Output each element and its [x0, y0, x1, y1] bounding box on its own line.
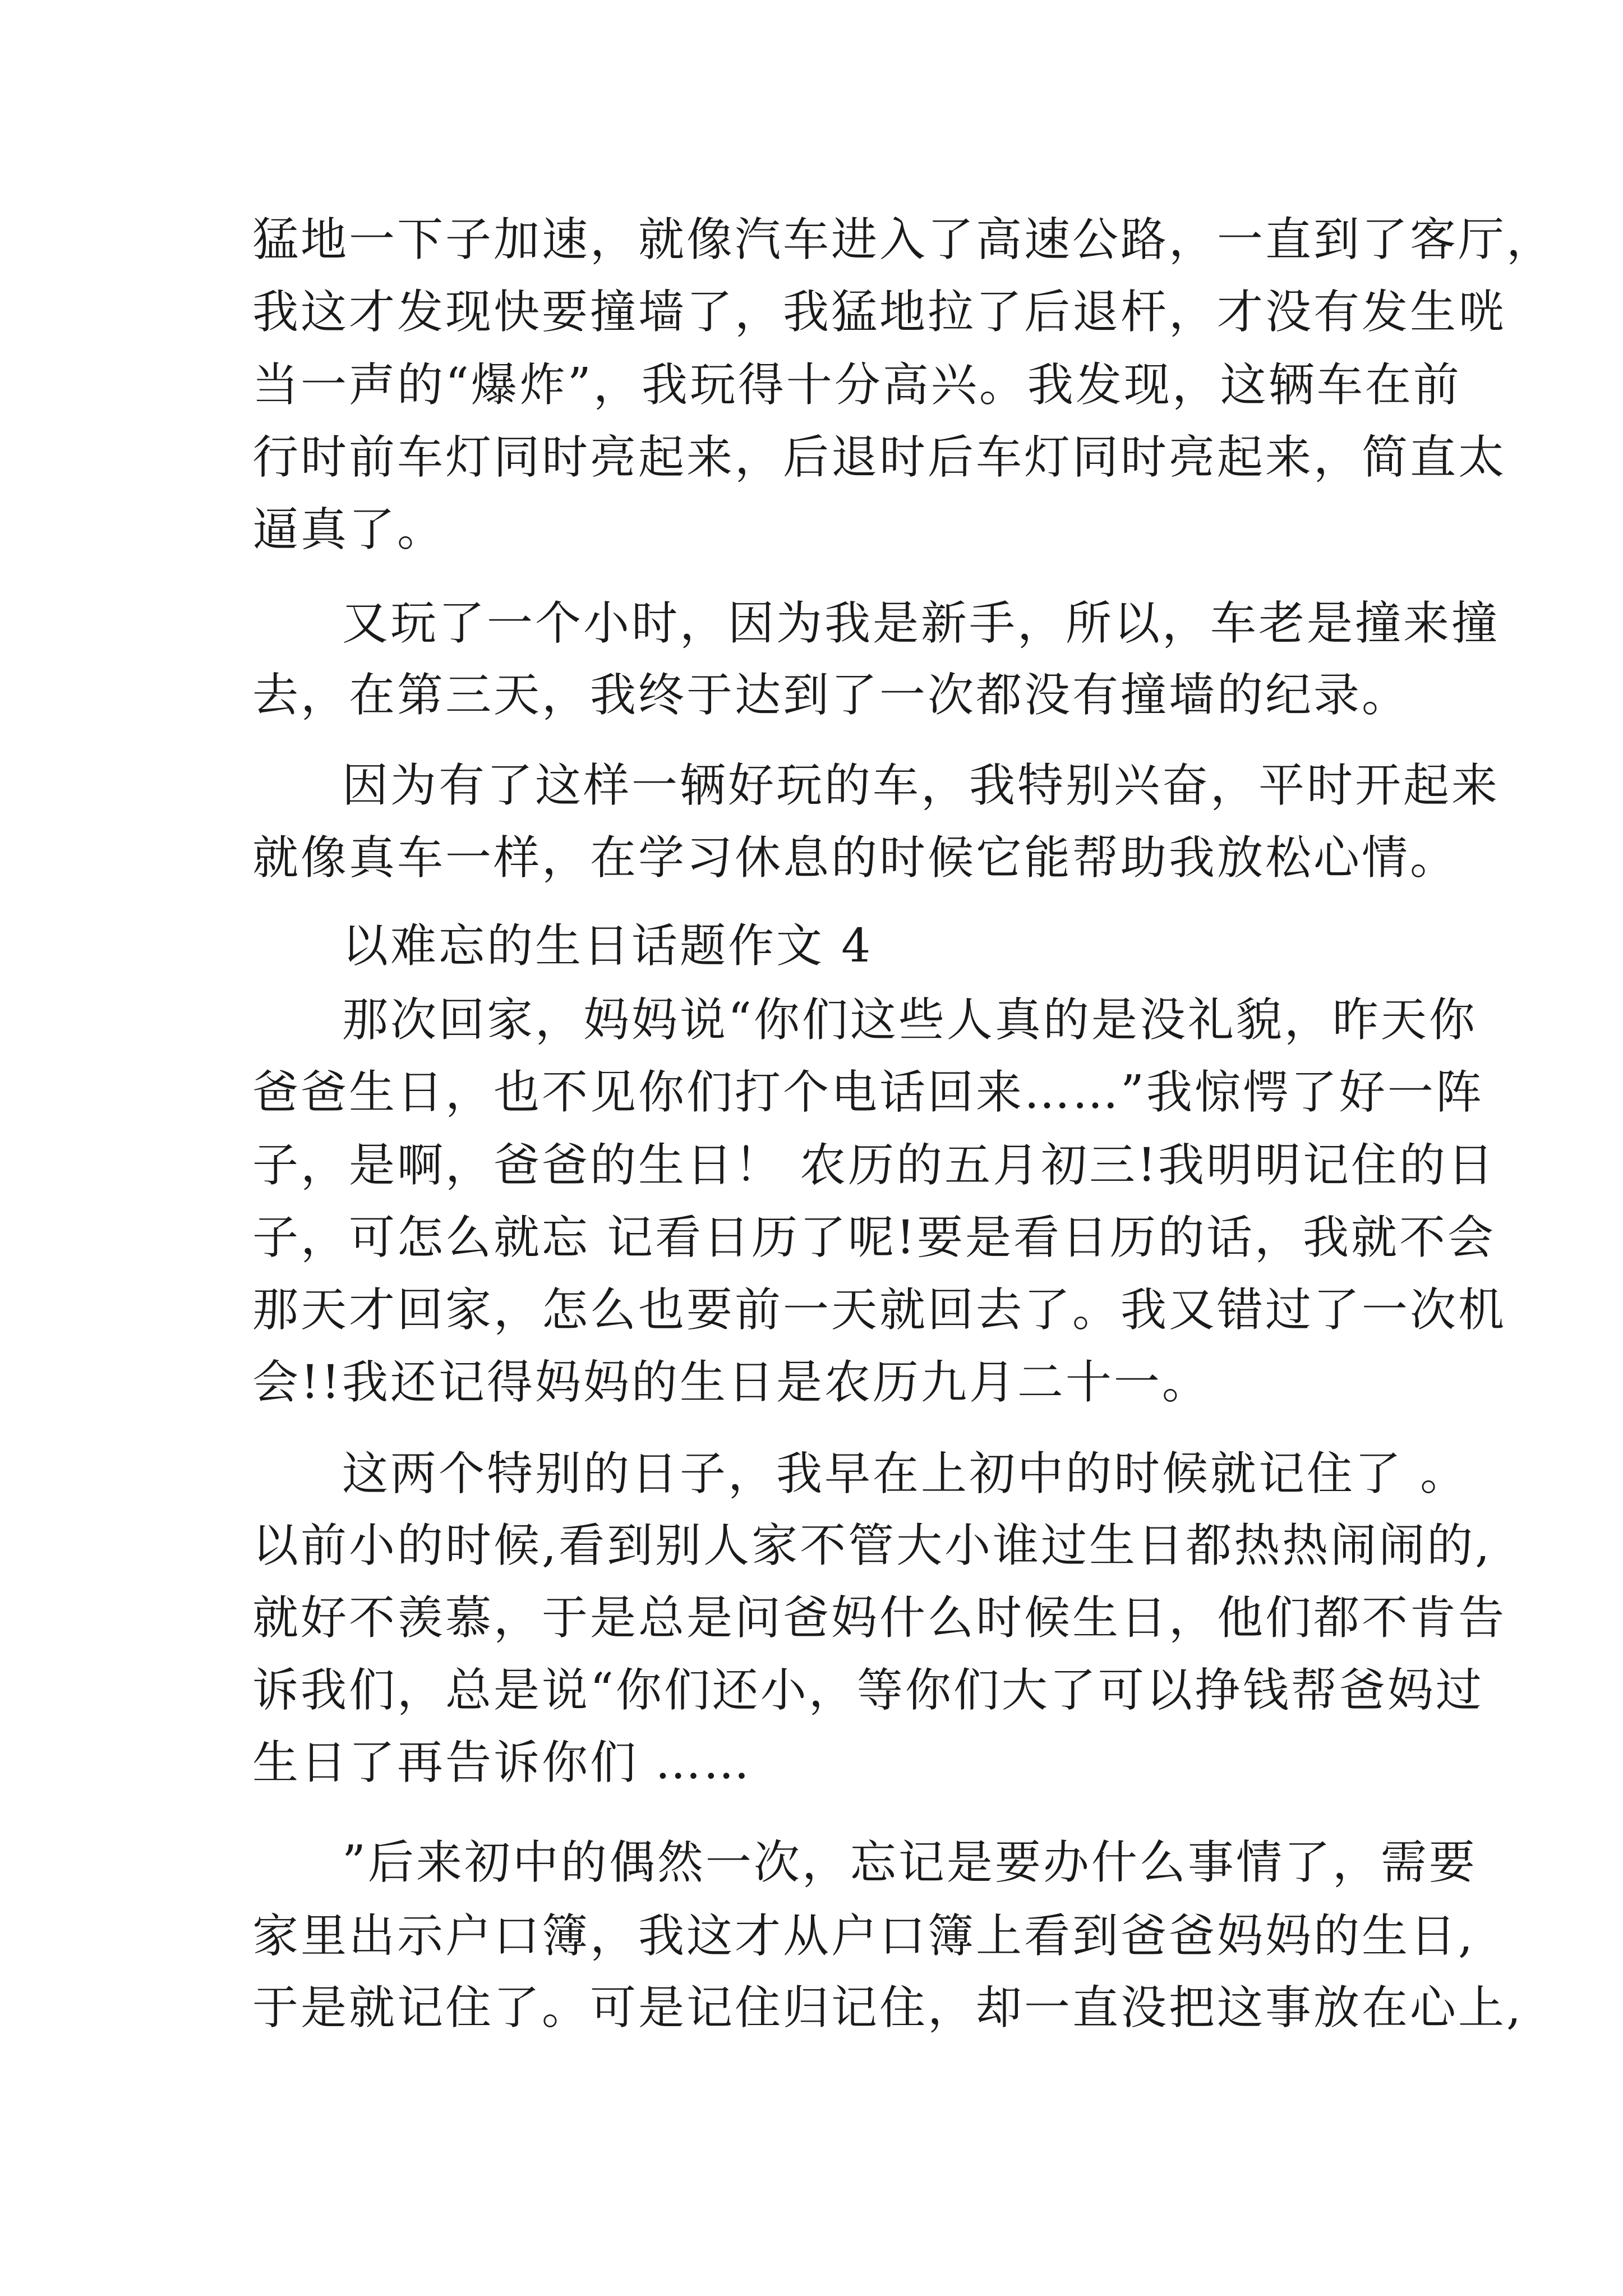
text-line: 子，可怎么就忘 记看日历了呢!要是看日历的话，我就不会 [252, 1211, 1496, 1264]
text-line: 逼真了。 [252, 503, 446, 556]
text-line: 诉我们，总是说“你们还小，等你们大了可以挣钱帮爸妈过 [252, 1664, 1484, 1717]
paragraph-first-line: ”后来初中的偶然一次，忘记是要办什么事情了，需要 [342, 1836, 1477, 1889]
text-line: 就好不羡慕，于是总是问爸妈什么时候生日，他们都不肯告 [252, 1591, 1507, 1645]
text-line: 猛地一下子加速，就像汽车进入了高速公路，一直到了客厅， [252, 213, 1555, 266]
text-line: 子，是啊，爸爸的生日！ 农历的五月初三!我明明记住的日 [252, 1139, 1496, 1192]
paragraph-first-line: 这两个特别的日子，我早在上初中的时候就记住了 。 [342, 1447, 1469, 1501]
text-line: 家里出示户口簿，我这才从户口簿上看到爸爸妈妈的生日, [252, 1910, 1476, 1963]
text-line: 去，在第三天，我终于达到了一次都没有撞墙的纪录。 [252, 669, 1410, 722]
text-line: 生日了再告诉你们 …… [252, 1736, 752, 1789]
text-line: 于是就记住了。可是记住归记住，却一直没把这事放在心上, [252, 1981, 1524, 2035]
text-line: 那天才回家，怎么也要前一天就回去了。我又错过了一次机 [252, 1283, 1507, 1337]
section-heading: 以难忘的生日话题作文 4 [342, 919, 873, 973]
text-line: 当一声的“爆炸”，我玩得十分高兴。我发现，这辆车在前 [252, 358, 1461, 412]
text-line: 以前小的时候,看到别人家不管大小谁过生日都热热闹闹的, [252, 1519, 1492, 1572]
text-line: 会!!我还记得妈妈的生日是农历九月二十一。 [252, 1356, 1210, 1409]
text-line: 就像真车一样，在学习休息的时候它能帮助我放松心情。 [252, 831, 1459, 885]
text-line: 爸爸生日，也不见你们打个电话回来……”我惊愕了好一阵 [252, 1066, 1484, 1119]
text-line: 我这才发现快要撞墙了，我猛地拉了后退杆，才没有发生咣 [252, 286, 1507, 339]
paragraph-first-line: 又玩了一个小时，因为我是新手，所以，车老是撞来撞 [342, 597, 1500, 650]
text-line: 行时前车灯同时亮起来，后退时后车灯同时亮起来，简直太 [252, 431, 1507, 484]
paragraph-first-line: 那次回家，妈妈说“你们这些人真的是没礼貌，昨天你 [342, 993, 1477, 1047]
paragraph-first-line: 因为有了这样一辆好玩的车，我特别兴奋，平时开起来 [342, 759, 1500, 812]
